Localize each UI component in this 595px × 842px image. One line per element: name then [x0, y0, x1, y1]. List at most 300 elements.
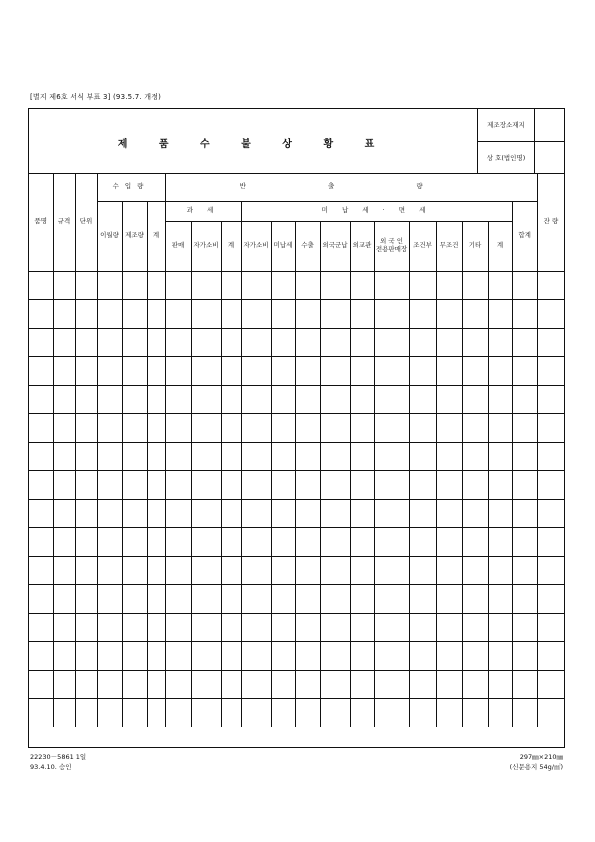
table-cell[interactable]	[320, 670, 350, 699]
table-cell[interactable]	[122, 442, 147, 471]
table-cell[interactable]	[165, 499, 191, 528]
table-cell[interactable]	[221, 699, 241, 728]
table-cell[interactable]	[29, 613, 53, 642]
table-cell[interactable]	[436, 357, 462, 386]
table-cell[interactable]	[191, 471, 221, 500]
table-cell[interactable]	[122, 642, 147, 671]
table-cell[interactable]	[436, 271, 462, 300]
table-cell[interactable]	[97, 385, 122, 414]
table-cell[interactable]	[75, 271, 97, 300]
table-cell[interactable]	[436, 670, 462, 699]
table-cell[interactable]	[537, 556, 564, 585]
table-cell[interactable]	[320, 642, 350, 671]
table-cell[interactable]	[409, 499, 436, 528]
table-cell[interactable]	[241, 442, 271, 471]
table-cell[interactable]	[75, 528, 97, 557]
table-cell[interactable]	[53, 556, 75, 585]
table-cell[interactable]	[165, 670, 191, 699]
table-cell[interactable]	[241, 300, 271, 329]
table-cell[interactable]	[147, 300, 165, 329]
table-cell[interactable]	[191, 414, 221, 443]
table-cell[interactable]	[409, 414, 436, 443]
table-cell[interactable]	[165, 300, 191, 329]
factory-location-field[interactable]	[534, 109, 565, 141]
table-cell[interactable]	[29, 670, 53, 699]
table-cell[interactable]	[165, 471, 191, 500]
table-cell[interactable]	[462, 499, 488, 528]
table-cell[interactable]	[122, 613, 147, 642]
table-cell[interactable]	[53, 613, 75, 642]
table-cell[interactable]	[537, 271, 564, 300]
table-cell[interactable]	[147, 642, 165, 671]
table-cell[interactable]	[191, 271, 221, 300]
table-cell[interactable]	[241, 670, 271, 699]
table-cell[interactable]	[488, 613, 512, 642]
table-cell[interactable]	[512, 642, 537, 671]
table-cell[interactable]	[374, 642, 409, 671]
table-cell[interactable]	[75, 414, 97, 443]
table-cell[interactable]	[488, 328, 512, 357]
table-cell[interactable]	[221, 414, 241, 443]
table-cell[interactable]	[53, 385, 75, 414]
table-cell[interactable]	[295, 385, 320, 414]
table-cell[interactable]	[512, 556, 537, 585]
table-cell[interactable]	[29, 556, 53, 585]
table-cell[interactable]	[53, 585, 75, 614]
table-cell[interactable]	[537, 699, 564, 728]
table-cell[interactable]	[271, 699, 295, 728]
table-cell[interactable]	[512, 300, 537, 329]
table-cell[interactable]	[271, 300, 295, 329]
table-cell[interactable]	[488, 642, 512, 671]
table-cell[interactable]	[350, 670, 374, 699]
table-cell[interactable]	[29, 414, 53, 443]
table-cell[interactable]	[488, 385, 512, 414]
table-cell[interactable]	[350, 357, 374, 386]
table-cell[interactable]	[537, 670, 564, 699]
table-cell[interactable]	[271, 414, 295, 443]
table-cell[interactable]	[165, 385, 191, 414]
table-cell[interactable]	[75, 613, 97, 642]
table-cell[interactable]	[165, 585, 191, 614]
table-cell[interactable]	[462, 300, 488, 329]
table-cell[interactable]	[191, 642, 221, 671]
table-cell[interactable]	[350, 471, 374, 500]
table-cell[interactable]	[462, 385, 488, 414]
table-cell[interactable]	[488, 442, 512, 471]
table-cell[interactable]	[97, 471, 122, 500]
table-cell[interactable]	[191, 556, 221, 585]
table-cell[interactable]	[122, 414, 147, 443]
table-cell[interactable]	[191, 585, 221, 614]
table-cell[interactable]	[147, 699, 165, 728]
table-cell[interactable]	[147, 385, 165, 414]
table-cell[interactable]	[165, 528, 191, 557]
table-cell[interactable]	[271, 328, 295, 357]
table-cell[interactable]	[374, 585, 409, 614]
table-cell[interactable]	[191, 670, 221, 699]
table-cell[interactable]	[53, 300, 75, 329]
table-cell[interactable]	[53, 357, 75, 386]
table-cell[interactable]	[271, 471, 295, 500]
table-cell[interactable]	[75, 385, 97, 414]
table-cell[interactable]	[97, 300, 122, 329]
table-cell[interactable]	[320, 556, 350, 585]
table-cell[interactable]	[241, 271, 271, 300]
table-cell[interactable]	[409, 300, 436, 329]
table-cell[interactable]	[462, 442, 488, 471]
table-cell[interactable]	[462, 414, 488, 443]
table-cell[interactable]	[97, 414, 122, 443]
table-cell[interactable]	[320, 271, 350, 300]
table-cell[interactable]	[122, 300, 147, 329]
table-cell[interactable]	[122, 585, 147, 614]
table-cell[interactable]	[295, 528, 320, 557]
table-cell[interactable]	[436, 642, 462, 671]
table-cell[interactable]	[409, 442, 436, 471]
table-cell[interactable]	[512, 414, 537, 443]
table-cell[interactable]	[295, 556, 320, 585]
table-cell[interactable]	[75, 442, 97, 471]
table-cell[interactable]	[320, 699, 350, 728]
table-cell[interactable]	[462, 271, 488, 300]
table-cell[interactable]	[53, 414, 75, 443]
table-cell[interactable]	[122, 556, 147, 585]
table-cell[interactable]	[97, 499, 122, 528]
table-cell[interactable]	[221, 670, 241, 699]
table-cell[interactable]	[462, 357, 488, 386]
table-cell[interactable]	[271, 585, 295, 614]
table-cell[interactable]	[436, 699, 462, 728]
table-cell[interactable]	[221, 642, 241, 671]
table-cell[interactable]	[436, 328, 462, 357]
table-cell[interactable]	[436, 528, 462, 557]
table-cell[interactable]	[165, 328, 191, 357]
table-cell[interactable]	[537, 471, 564, 500]
table-cell[interactable]	[147, 328, 165, 357]
table-cell[interactable]	[147, 556, 165, 585]
table-cell[interactable]	[271, 357, 295, 386]
company-name-field[interactable]	[534, 142, 565, 174]
table-cell[interactable]	[320, 499, 350, 528]
table-cell[interactable]	[221, 271, 241, 300]
table-cell[interactable]	[488, 556, 512, 585]
table-cell[interactable]	[221, 556, 241, 585]
table-cell[interactable]	[374, 670, 409, 699]
table-cell[interactable]	[488, 471, 512, 500]
table-cell[interactable]	[537, 528, 564, 557]
table-cell[interactable]	[75, 357, 97, 386]
table-cell[interactable]	[350, 328, 374, 357]
table-cell[interactable]	[436, 442, 462, 471]
table-cell[interactable]	[97, 613, 122, 642]
table-cell[interactable]	[241, 642, 271, 671]
table-cell[interactable]	[29, 271, 53, 300]
table-cell[interactable]	[221, 300, 241, 329]
table-cell[interactable]	[409, 670, 436, 699]
table-cell[interactable]	[295, 642, 320, 671]
table-cell[interactable]	[320, 385, 350, 414]
table-cell[interactable]	[75, 499, 97, 528]
table-cell[interactable]	[221, 528, 241, 557]
table-cell[interactable]	[271, 642, 295, 671]
table-cell[interactable]	[537, 357, 564, 386]
table-cell[interactable]	[462, 328, 488, 357]
table-cell[interactable]	[122, 670, 147, 699]
table-cell[interactable]	[488, 271, 512, 300]
table-cell[interactable]	[350, 613, 374, 642]
table-cell[interactable]	[29, 385, 53, 414]
table-cell[interactable]	[191, 300, 221, 329]
table-cell[interactable]	[374, 271, 409, 300]
table-cell[interactable]	[537, 328, 564, 357]
table-cell[interactable]	[97, 670, 122, 699]
table-cell[interactable]	[350, 528, 374, 557]
table-cell[interactable]	[350, 642, 374, 671]
table-cell[interactable]	[97, 585, 122, 614]
table-cell[interactable]	[295, 442, 320, 471]
table-cell[interactable]	[537, 499, 564, 528]
table-cell[interactable]	[165, 642, 191, 671]
table-cell[interactable]	[29, 300, 53, 329]
table-cell[interactable]	[409, 642, 436, 671]
table-cell[interactable]	[462, 642, 488, 671]
table-cell[interactable]	[241, 528, 271, 557]
table-cell[interactable]	[409, 613, 436, 642]
table-cell[interactable]	[350, 499, 374, 528]
table-cell[interactable]	[53, 642, 75, 671]
table-cell[interactable]	[147, 613, 165, 642]
table-cell[interactable]	[221, 499, 241, 528]
table-cell[interactable]	[537, 442, 564, 471]
table-cell[interactable]	[462, 528, 488, 557]
table-cell[interactable]	[295, 471, 320, 500]
table-cell[interactable]	[374, 328, 409, 357]
table-cell[interactable]	[537, 613, 564, 642]
table-cell[interactable]	[191, 328, 221, 357]
table-cell[interactable]	[221, 471, 241, 500]
table-cell[interactable]	[241, 699, 271, 728]
table-cell[interactable]	[147, 528, 165, 557]
table-cell[interactable]	[147, 271, 165, 300]
table-cell[interactable]	[436, 471, 462, 500]
table-cell[interactable]	[122, 357, 147, 386]
table-cell[interactable]	[122, 528, 147, 557]
table-cell[interactable]	[512, 499, 537, 528]
table-cell[interactable]	[97, 642, 122, 671]
table-cell[interactable]	[436, 585, 462, 614]
table-cell[interactable]	[320, 357, 350, 386]
table-cell[interactable]	[462, 471, 488, 500]
table-cell[interactable]	[436, 556, 462, 585]
table-cell[interactable]	[350, 300, 374, 329]
table-cell[interactable]	[29, 499, 53, 528]
table-cell[interactable]	[97, 357, 122, 386]
table-cell[interactable]	[97, 442, 122, 471]
table-cell[interactable]	[271, 613, 295, 642]
table-cell[interactable]	[241, 385, 271, 414]
table-cell[interactable]	[147, 414, 165, 443]
table-cell[interactable]	[241, 585, 271, 614]
table-cell[interactable]	[374, 357, 409, 386]
table-cell[interactable]	[488, 670, 512, 699]
table-cell[interactable]	[191, 613, 221, 642]
table-cell[interactable]	[191, 442, 221, 471]
table-cell[interactable]	[271, 385, 295, 414]
table-cell[interactable]	[512, 613, 537, 642]
table-cell[interactable]	[320, 414, 350, 443]
table-cell[interactable]	[409, 271, 436, 300]
table-cell[interactable]	[512, 528, 537, 557]
table-cell[interactable]	[295, 585, 320, 614]
table-cell[interactable]	[271, 670, 295, 699]
table-cell[interactable]	[295, 699, 320, 728]
table-cell[interactable]	[29, 471, 53, 500]
table-cell[interactable]	[488, 585, 512, 614]
table-cell[interactable]	[537, 414, 564, 443]
table-cell[interactable]	[75, 585, 97, 614]
table-cell[interactable]	[165, 613, 191, 642]
table-cell[interactable]	[488, 300, 512, 329]
table-cell[interactable]	[320, 528, 350, 557]
table-cell[interactable]	[75, 642, 97, 671]
table-cell[interactable]	[512, 357, 537, 386]
table-cell[interactable]	[221, 442, 241, 471]
table-cell[interactable]	[191, 528, 221, 557]
table-cell[interactable]	[409, 528, 436, 557]
table-cell[interactable]	[271, 442, 295, 471]
table-cell[interactable]	[462, 585, 488, 614]
table-cell[interactable]	[409, 328, 436, 357]
table-cell[interactable]	[320, 442, 350, 471]
table-cell[interactable]	[512, 271, 537, 300]
table-cell[interactable]	[53, 699, 75, 728]
table-cell[interactable]	[29, 585, 53, 614]
table-cell[interactable]	[374, 385, 409, 414]
table-cell[interactable]	[97, 528, 122, 557]
table-cell[interactable]	[122, 471, 147, 500]
table-cell[interactable]	[122, 328, 147, 357]
table-cell[interactable]	[295, 357, 320, 386]
table-cell[interactable]	[29, 699, 53, 728]
table-cell[interactable]	[488, 699, 512, 728]
table-cell[interactable]	[436, 385, 462, 414]
table-cell[interactable]	[191, 357, 221, 386]
table-cell[interactable]	[147, 499, 165, 528]
table-cell[interactable]	[295, 670, 320, 699]
table-cell[interactable]	[241, 328, 271, 357]
table-cell[interactable]	[462, 556, 488, 585]
table-cell[interactable]	[320, 471, 350, 500]
table-cell[interactable]	[350, 699, 374, 728]
table-cell[interactable]	[122, 385, 147, 414]
table-cell[interactable]	[512, 385, 537, 414]
table-cell[interactable]	[29, 442, 53, 471]
table-cell[interactable]	[537, 585, 564, 614]
table-cell[interactable]	[147, 357, 165, 386]
table-cell[interactable]	[53, 328, 75, 357]
table-cell[interactable]	[122, 699, 147, 728]
table-cell[interactable]	[147, 471, 165, 500]
table-cell[interactable]	[221, 613, 241, 642]
table-cell[interactable]	[97, 328, 122, 357]
table-cell[interactable]	[350, 442, 374, 471]
table-cell[interactable]	[165, 556, 191, 585]
table-cell[interactable]	[53, 442, 75, 471]
table-cell[interactable]	[488, 414, 512, 443]
table-cell[interactable]	[350, 385, 374, 414]
table-cell[interactable]	[75, 471, 97, 500]
table-cell[interactable]	[409, 699, 436, 728]
table-cell[interactable]	[512, 442, 537, 471]
table-cell[interactable]	[512, 471, 537, 500]
table-cell[interactable]	[374, 442, 409, 471]
table-cell[interactable]	[436, 300, 462, 329]
table-cell[interactable]	[295, 499, 320, 528]
table-cell[interactable]	[350, 271, 374, 300]
table-cell[interactable]	[29, 328, 53, 357]
table-cell[interactable]	[221, 385, 241, 414]
table-cell[interactable]	[165, 357, 191, 386]
table-cell[interactable]	[462, 613, 488, 642]
table-cell[interactable]	[75, 699, 97, 728]
table-cell[interactable]	[488, 528, 512, 557]
table-cell[interactable]	[221, 357, 241, 386]
table-cell[interactable]	[462, 699, 488, 728]
table-cell[interactable]	[374, 499, 409, 528]
table-cell[interactable]	[97, 556, 122, 585]
table-cell[interactable]	[221, 585, 241, 614]
table-cell[interactable]	[320, 328, 350, 357]
table-cell[interactable]	[147, 670, 165, 699]
table-cell[interactable]	[122, 271, 147, 300]
table-cell[interactable]	[29, 357, 53, 386]
table-cell[interactable]	[295, 328, 320, 357]
table-cell[interactable]	[374, 613, 409, 642]
table-cell[interactable]	[374, 699, 409, 728]
table-cell[interactable]	[320, 300, 350, 329]
table-cell[interactable]	[165, 442, 191, 471]
table-cell[interactable]	[537, 642, 564, 671]
table-cell[interactable]	[53, 471, 75, 500]
table-cell[interactable]	[462, 670, 488, 699]
table-cell[interactable]	[241, 471, 271, 500]
table-cell[interactable]	[53, 528, 75, 557]
table-cell[interactable]	[75, 328, 97, 357]
table-cell[interactable]	[436, 499, 462, 528]
table-cell[interactable]	[409, 385, 436, 414]
table-cell[interactable]	[350, 585, 374, 614]
table-cell[interactable]	[295, 613, 320, 642]
table-cell[interactable]	[512, 585, 537, 614]
table-cell[interactable]	[53, 670, 75, 699]
table-cell[interactable]	[488, 357, 512, 386]
table-cell[interactable]	[53, 271, 75, 300]
table-cell[interactable]	[75, 670, 97, 699]
table-cell[interactable]	[409, 585, 436, 614]
table-cell[interactable]	[374, 471, 409, 500]
table-cell[interactable]	[537, 300, 564, 329]
table-cell[interactable]	[122, 499, 147, 528]
table-cell[interactable]	[97, 271, 122, 300]
table-cell[interactable]	[374, 528, 409, 557]
table-cell[interactable]	[75, 300, 97, 329]
table-cell[interactable]	[75, 556, 97, 585]
table-cell[interactable]	[97, 699, 122, 728]
table-cell[interactable]	[271, 528, 295, 557]
table-cell[interactable]	[191, 499, 221, 528]
table-cell[interactable]	[409, 357, 436, 386]
